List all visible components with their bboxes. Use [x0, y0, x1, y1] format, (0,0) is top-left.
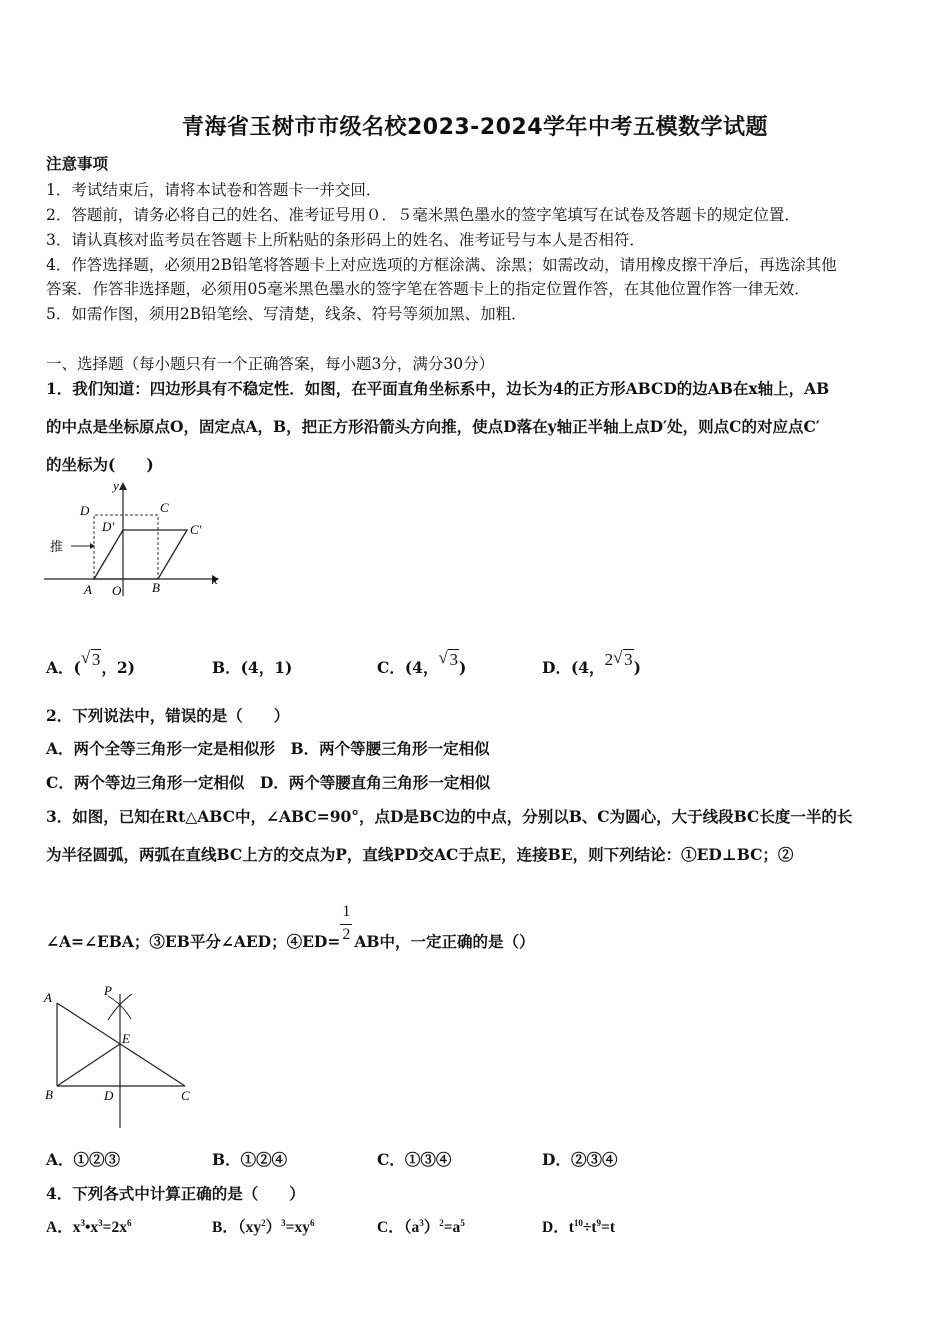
q2-options-line[interactable]: A．两个全等三角形一定是相似形 B．两个等腰三角形一定相似: [46, 739, 490, 758]
y-axis-arrow: [119, 482, 127, 490]
radicand: 3: [449, 650, 458, 669]
exponent: 2: [439, 1217, 444, 1228]
fraction-numerator: 1: [342, 903, 351, 920]
radicand: 3: [624, 650, 633, 669]
exponent: 3: [281, 1217, 286, 1228]
label-D: D: [80, 503, 90, 518]
q1-option-d-pre: D．(4，: [542, 658, 605, 677]
label-P: P: [104, 983, 112, 998]
label-push: 推: [50, 540, 64, 555]
q3-option-c[interactable]: C．①③④: [377, 1150, 452, 1169]
q3-stem-line: 为半径圆弧，两弧在直线BC上方的交点为P，直线PD交AC于点E，连接BE，则下列结论：①ED⊥BC；②: [46, 845, 794, 864]
parallelogram: [94, 530, 187, 579]
q1-figure: [44, 478, 229, 600]
q1-option-c-post: ): [458, 658, 467, 677]
label-B: B: [45, 1087, 53, 1102]
q3-stem-line: [46, 903, 535, 952]
notice-item: 2．答题前，请务必将自己的姓名、准考证号用０．５毫米黑色墨水的签字笔填写在试卷及答题卡的规定位置．: [46, 206, 800, 224]
notice-item: 1．考试结束后，请将本试卷和答题卡一并交回．: [46, 181, 382, 199]
label-B: B: [152, 580, 160, 595]
exponent: 10: [573, 1217, 583, 1228]
sqrt-sign: [81, 650, 102, 670]
q1-option-b[interactable]: B．(4，1): [212, 658, 293, 677]
label-A: A: [44, 990, 52, 1005]
text: =2x: [102, 1219, 127, 1236]
section-heading: 一、选择题（每小题只有一个正确答案，每小题3分，满分30分）: [46, 355, 495, 373]
exponent: 9: [596, 1217, 602, 1228]
q3-stem-post: AB中，一定正确的是（）: [354, 932, 535, 951]
text: •x: [84, 1219, 99, 1236]
exponent: 6: [309, 1217, 315, 1228]
label-y: y: [113, 478, 119, 493]
fraction-bar: [340, 924, 352, 925]
q1-option-d-post: ): [633, 658, 641, 677]
q1-stem-line: 的坐标为( ): [46, 455, 154, 474]
q3-stem-pre: ∠A=∠EBA；③EB平分∠AED；④ED=: [46, 932, 341, 951]
q3-figure: [42, 982, 202, 1130]
label-x: x: [212, 572, 218, 587]
notice-item: 3．请认真核对监考员在答题卡上所粘贴的条形码上的姓名、准考证号与本人是否相符．: [46, 231, 645, 249]
text: ）: [265, 1219, 282, 1236]
text: ）: [423, 1219, 440, 1236]
label-Dprime: D′: [102, 519, 115, 534]
q4-option-c[interactable]: [377, 1215, 465, 1237]
radicand: 3: [91, 650, 101, 669]
q2-stem: 2．下列说法中，错误的是（ ）: [46, 706, 290, 725]
label-O: O: [112, 583, 122, 598]
notice-item: 5．如需作图，须用2B铅笔绘、写清楚，线条、符号等须加黑、加粗．: [46, 305, 527, 323]
text: =a: [443, 1219, 461, 1236]
q1-option-a-post: ，2): [101, 658, 135, 677]
label-Cprime: C′: [190, 522, 202, 537]
coefficient: 2: [604, 650, 614, 669]
text: B．（xy: [212, 1219, 262, 1236]
q3-option-b[interactable]: B．①②④: [212, 1150, 288, 1169]
notice-heading: 注意事项: [46, 154, 109, 173]
text: =t: [601, 1219, 616, 1236]
exponent: 2: [261, 1217, 266, 1228]
text: ÷t: [582, 1219, 597, 1236]
sqrt-sign: [613, 650, 634, 670]
notice-item: 答案．作答非选择题，必须用05毫米黑色墨水的签字笔在答题卡上的指定位置作答，在其他位置作答一律无效．: [46, 280, 810, 298]
q1-option-a[interactable]: [46, 650, 135, 678]
q3-option-a[interactable]: A．①②③: [46, 1150, 121, 1169]
q1-option-c[interactable]: [377, 650, 467, 678]
label-E: E: [122, 1031, 130, 1046]
exponent: 5: [460, 1217, 465, 1228]
exponent: 6: [126, 1217, 132, 1228]
q3-option-d[interactable]: D．②③④: [542, 1150, 618, 1169]
text: C．（a: [377, 1219, 420, 1236]
q3-stem-line: 3．如图，已知在Rt△ABC中，∠ABC=90°，点D是BC边的中点，分别以B、C为圆心，大于线段BC长度一半的长: [46, 807, 853, 826]
label-C: C: [160, 500, 169, 515]
label-C: C: [181, 1088, 190, 1103]
q4-option-d[interactable]: [542, 1215, 615, 1237]
q1-stem-line: 的中点是坐标原点O，固定点A，B，把正方形沿箭头方向推，使点D落在y轴正半轴上点D′处，则点C的对应点C′: [46, 417, 820, 436]
text: A．x: [46, 1219, 81, 1236]
q1-stem-line: 1．我们知道：四边形具有不稳定性．如图，在平面直角坐标系中，边长为4的正方形ABCD的边AB在x轴上，AB: [46, 379, 830, 398]
label-A: A: [84, 582, 92, 597]
exponent: 3: [80, 1217, 85, 1228]
q1-option-a-pre: A．(: [46, 658, 81, 677]
exponent: 3: [419, 1217, 424, 1228]
page-title: 青海省玉树市市级名校2023-2024学年中考五模数学试题: [181, 115, 769, 140]
q2-options-line[interactable]: C．两个等边三角形一定相似 D．两个等腰直角三角形一定相似: [46, 773, 491, 792]
exponent: 3: [98, 1217, 103, 1228]
sqrt-sign: [438, 650, 459, 670]
q4-option-a[interactable]: [46, 1215, 131, 1237]
q1-option-d[interactable]: [542, 650, 641, 678]
text: =xy: [285, 1219, 310, 1236]
q4-stem: 4．下列各式中计算正确的是（ ）: [46, 1184, 305, 1203]
notice-item: 4．作答选择题，必须用2B铅笔将答题卡上对应选项的方框涂满、涂黑；如需改动，请用橡皮擦干净后，再选涂其他: [46, 256, 837, 274]
segment-be: [57, 1044, 120, 1086]
fraction-half: [340, 903, 354, 946]
text: D．t: [542, 1219, 574, 1236]
fraction-denominator: 2: [342, 926, 351, 943]
label-D: D: [104, 1088, 114, 1103]
q4-option-b[interactable]: [212, 1215, 314, 1237]
q1-option-c-pre: C．(4，: [377, 658, 439, 677]
